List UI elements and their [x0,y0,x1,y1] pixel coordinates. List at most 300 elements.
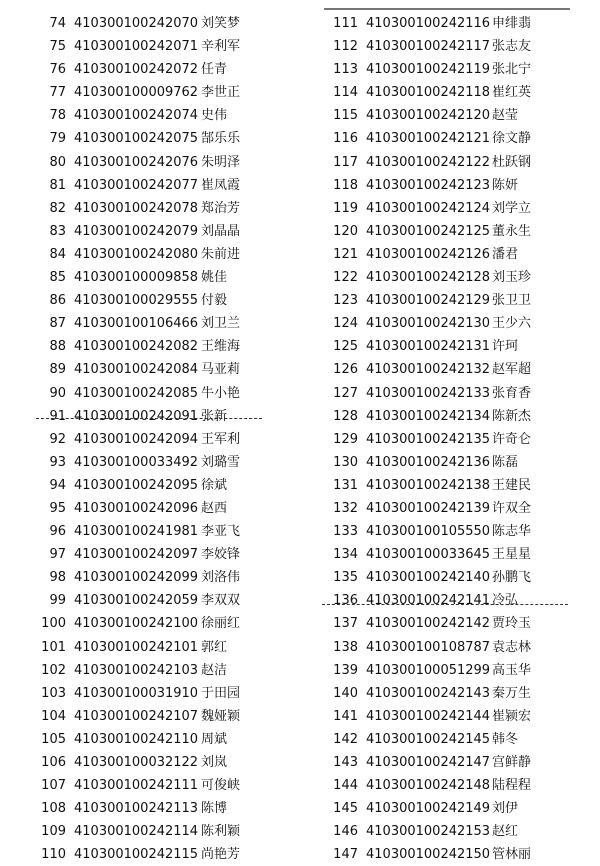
row-number: 125 [333,339,358,355]
student-name: 宫鲜静 [492,755,532,770]
row-number: 140 [333,685,358,701]
row-number: 122 [333,270,358,286]
student-name: 管林丽 [492,847,532,863]
row-number: 93 [49,454,66,470]
student-id: 410300100242126 [366,246,491,262]
student-id: 410300100242145 [366,731,491,747]
student-id: 410300100242118 [366,85,491,101]
student-name: 刘晶晶 [201,223,241,239]
table-row [38,382,260,405]
table-row [326,174,566,197]
student-name: 马亚莉 [201,362,241,378]
student-name: 陈博 [201,801,228,817]
student-id: 410300100242133 [366,385,491,401]
table-row [326,520,566,543]
student-name: 许珂 [492,339,519,355]
row-number: 127 [333,385,358,401]
row-number: 120 [333,223,358,239]
student-id: 410300100242124 [366,200,491,216]
student-id: 410300100242099 [74,570,199,586]
row-number: 78 [49,108,66,124]
table-row [326,797,566,820]
row-number: 75 [49,39,66,55]
row-number: 100 [41,616,66,632]
student-id: 410300100242117 [366,39,491,55]
student-id: 410300100242139 [366,500,491,516]
table-row [326,81,566,104]
student-id: 410300100242150 [366,847,491,863]
table-row [38,728,260,751]
student-id: 410300100242128 [366,270,491,286]
student-name: 陈志华 [492,524,532,540]
table-row [38,520,260,543]
student-name: 刘学立 [492,200,532,216]
student-id: 410300100242059 [74,593,199,609]
row-number: 76 [49,62,66,78]
student-id: 410300100242079 [74,223,199,239]
student-name: 赵西 [201,500,228,516]
student-id: 410300100242074 [74,108,199,124]
row-number: 141 [333,708,358,724]
student-name: 崔红英 [492,85,532,101]
student-id: 410300100242122 [366,154,491,170]
row-number: 86 [49,293,66,309]
table-row [326,682,566,705]
row-number: 116 [333,131,358,147]
row-number: 98 [49,570,66,586]
row-number: 113 [333,62,358,78]
student-name: 徐文静 [492,131,532,147]
table-row [326,474,566,497]
row-number: 123 [333,293,358,309]
row-number: 105 [41,731,66,747]
student-id: 410300100242107 [74,708,199,724]
student-name: 冷弘 [492,593,519,609]
student-name: 刘璐雪 [201,454,241,470]
student-id: 410300100242143 [366,685,491,701]
row-number: 106 [41,755,66,770]
row-number: 119 [333,200,358,216]
student-id: 410300100242134 [366,408,491,424]
table-row [326,151,566,174]
row-number: 91 [49,408,66,424]
row-number: 110 [41,847,66,863]
student-name: 陈妍 [492,177,519,193]
row-number: 89 [49,362,66,378]
student-id: 410300100106466 [74,316,199,332]
student-id: 410300100242142 [366,616,491,632]
row-number: 144 [333,778,358,794]
table-row [38,58,260,81]
student-name: 陈新杰 [492,408,532,424]
table-row [326,451,566,474]
row-number: 80 [49,154,66,170]
student-name: 周斌 [201,731,228,747]
table-row [326,820,566,843]
table-row [38,566,260,589]
row-number: 85 [49,270,66,286]
student-name: 许双全 [492,500,532,516]
student-id: 410300100105550 [366,524,491,540]
student-name: 徐斌 [201,477,228,493]
student-name: 孙鹏飞 [492,570,532,586]
student-id: 410300100033492 [74,454,199,470]
row-number: 92 [49,431,66,447]
table-row [38,220,260,243]
table-row [38,335,260,358]
student-name: 徐丽红 [201,616,241,632]
student-name: 魏娅颖 [201,708,241,724]
row-number: 109 [41,824,66,840]
row-number: 118 [333,177,358,193]
student-id: 410300100242114 [74,824,199,840]
table-row [38,405,260,428]
student-name: 陆程程 [492,778,532,794]
table-row [38,289,260,312]
student-id: 410300100242120 [366,108,491,124]
student-name: 刘玉珍 [492,270,532,286]
student-name: 牛小艳 [201,385,241,401]
table-row [38,243,260,266]
table-row [326,543,566,566]
row-number: 101 [41,639,66,655]
student-name: 韩冬 [492,731,519,747]
student-id: 410300100242110 [74,731,199,747]
table-row [38,312,260,335]
row-number: 77 [49,85,66,101]
student-id: 410300100031910 [74,685,199,701]
table-row [326,612,566,635]
student-id: 410300100242131 [366,339,491,355]
student-name: 李双双 [201,593,241,609]
student-name: 崔颍宏 [492,708,532,724]
student-name: 高玉华 [492,662,532,678]
student-id: 410300100242095 [74,477,199,493]
student-name: 郭红 [201,639,228,655]
row-number: 130 [333,454,358,470]
student-name: 张志友 [492,39,532,55]
student-name: 张卫卫 [492,293,532,309]
student-id: 410300100242135 [366,431,491,447]
table-row [326,243,566,266]
student-name: 尚艳芳 [201,847,241,863]
student-id: 410300100242085 [74,385,199,401]
student-name: 贾玲玉 [492,616,532,632]
table-row [38,751,260,774]
row-number: 117 [333,154,358,170]
row-number: 88 [49,339,66,355]
student-name: 张新 [201,408,228,424]
student-id: 410300100242100 [74,616,199,632]
table-row [326,382,566,405]
student-name: 姚佳 [201,270,228,286]
student-name: 张北宁 [492,62,532,78]
student-name: 史伟 [201,108,228,124]
table-row [326,405,566,428]
row-number: 138 [333,639,358,655]
student-id: 410300100032122 [74,755,199,770]
student-name: 刘笑梦 [201,16,241,31]
student-name: 任青 [201,62,228,78]
row-number: 97 [49,547,66,563]
table-row [326,35,566,58]
row-number: 112 [333,39,358,55]
student-id: 410300100242096 [74,500,199,516]
left-column [38,12,260,866]
student-id: 410300100242075 [74,131,199,147]
row-number: 74 [49,16,66,31]
table-row [326,705,566,728]
student-id: 410300100051299 [366,662,491,678]
table-row [38,589,260,612]
student-id: 410300100242141 [366,593,491,609]
student-id: 410300100029555 [74,293,199,309]
table-row [38,151,260,174]
student-id: 410300100033645 [366,547,491,563]
student-id: 410300100241981 [74,524,199,540]
student-id: 410300100242138 [366,477,491,493]
table-row [38,612,260,635]
student-name: 王维海 [201,339,241,355]
student-name: 赵军超 [492,362,532,378]
table-row [326,751,566,774]
table-row [38,358,260,381]
row-number: 81 [49,177,66,193]
table-row [38,474,260,497]
student-name: 秦万生 [492,685,532,701]
table-row [326,197,566,220]
row-number: 136 [333,593,358,609]
student-id: 410300100242153 [366,824,491,840]
table-row [38,428,260,451]
student-id: 410300100242129 [366,293,491,309]
student-name: 杜跃钢 [492,154,532,170]
student-id: 410300100242148 [366,778,491,794]
student-id: 410300100242103 [74,662,199,678]
student-id: 410300100242115 [74,847,199,863]
student-id: 410300100242125 [366,223,491,239]
group-separator-right [322,604,568,605]
table-row [38,127,260,150]
student-name: 朱前进 [201,246,241,262]
student-id: 410300100242136 [366,454,491,470]
table-row [38,636,260,659]
student-name: 陈利颖 [201,824,241,840]
student-name: 可俊峡 [201,778,241,794]
row-number: 128 [333,408,358,424]
student-id: 410300100242072 [74,62,199,78]
table-row [326,220,566,243]
row-number: 139 [333,662,358,678]
table-row [326,335,566,358]
table-row [326,358,566,381]
student-name: 张育香 [492,385,532,401]
student-id: 410300100242119 [366,62,491,78]
row-number: 133 [333,524,358,540]
row-number: 96 [49,524,66,540]
student-id: 410300100009858 [74,270,199,286]
table-row [326,566,566,589]
row-number: 111 [333,16,358,31]
row-number: 126 [333,362,358,378]
table-row [326,312,566,335]
row-number: 145 [333,801,358,817]
student-name: 陈磊 [492,454,519,470]
student-id: 410300100242144 [366,708,491,724]
table-row [38,543,260,566]
table-row [326,104,566,127]
student-id: 410300100242071 [74,39,199,55]
table-row [38,682,260,705]
row-number: 142 [333,731,358,747]
student-name: 刘卫兰 [201,316,241,332]
student-id: 410300100242111 [74,778,199,794]
student-name: 王军利 [201,431,241,447]
table-row [326,589,566,612]
table-row [326,266,566,289]
student-name: 于田园 [201,685,241,701]
student-id: 410300100242130 [366,316,491,332]
student-name: 王建民 [492,477,532,493]
student-name: 刘岚 [201,755,228,770]
student-id: 410300100242097 [74,547,199,563]
row-number: 79 [49,131,66,147]
student-id: 410300100242070 [74,16,199,31]
table-row [38,266,260,289]
row-number: 135 [333,570,358,586]
table-row [326,289,566,312]
student-id: 410300100242149 [366,801,491,817]
row-number: 99 [49,593,66,609]
student-id: 410300100242091 [74,408,199,424]
student-id: 410300100242094 [74,431,199,447]
row-number: 114 [333,85,358,101]
table-row [326,428,566,451]
row-number: 103 [41,685,66,701]
table-row [326,728,566,751]
student-id: 410300100242121 [366,131,491,147]
row-number: 146 [333,824,358,840]
table-row [326,659,566,682]
row-number: 121 [333,246,358,262]
student-name: 王星星 [492,547,532,563]
student-name: 郜乐乐 [201,131,241,147]
student-name: 刘洛伟 [201,570,241,586]
row-number: 90 [49,385,66,401]
student-id: 410300100242101 [74,639,199,655]
row-number: 83 [49,223,66,239]
table-row [38,451,260,474]
student-name: 潘君 [492,246,519,262]
table-row [38,843,260,866]
row-number: 115 [333,108,358,124]
table-row [38,81,260,104]
table-row [38,35,260,58]
row-number: 87 [49,316,66,332]
student-id: 410300100242116 [366,16,491,31]
table-row [326,636,566,659]
row-number: 134 [333,547,358,563]
row-number: 102 [41,662,66,678]
student-name: 朱明泽 [201,154,241,170]
row-number: 137 [333,616,358,632]
student-id: 410300100009762 [74,85,199,101]
table-row [38,104,260,127]
row-number: 147 [333,847,358,863]
table-row [38,774,260,797]
student-id: 410300100242080 [74,246,199,262]
student-name: 郑治芳 [201,200,241,216]
table-row [326,843,566,866]
row-number: 95 [49,500,66,516]
student-id: 410300100108787 [366,639,491,655]
row-number: 82 [49,200,66,216]
student-name: 刘伊 [492,801,519,817]
student-id: 410300100242132 [366,362,491,378]
table-row [38,797,260,820]
row-number: 143 [333,755,358,770]
table-row [38,705,260,728]
student-name: 王少六 [492,316,532,332]
table-row [326,58,566,81]
student-id: 410300100242076 [74,154,199,170]
student-name: 崔凤霞 [201,177,241,193]
right-column [326,12,566,866]
row-number: 132 [333,500,358,516]
row-number: 107 [41,778,66,794]
table-row [326,127,566,150]
table-row [326,774,566,797]
student-id: 410300100242078 [74,200,199,216]
table-row [38,659,260,682]
row-number: 84 [49,246,66,262]
student-name: 许奇仑 [492,431,532,447]
student-name: 申绯翡 [492,16,532,31]
row-number: 124 [333,316,358,332]
table-row [38,497,260,520]
student-name: 辛利军 [201,39,241,55]
student-id: 410300100242140 [366,570,491,586]
group-separator-left [36,418,262,419]
table-row [38,12,260,35]
student-id: 410300100242147 [366,755,491,770]
table-row [38,197,260,220]
table-row [38,174,260,197]
student-name: 李姣锋 [201,547,241,563]
student-name: 赵莹 [492,108,519,124]
row-number: 131 [333,477,358,493]
row-number: 104 [41,708,66,724]
student-id: 410300100242123 [366,177,491,193]
row-number: 94 [49,477,66,493]
row-number: 129 [333,431,358,447]
student-id: 410300100242084 [74,362,199,378]
table-row [326,12,566,35]
row-number: 108 [41,801,66,817]
top-border-line [324,8,570,10]
student-name: 赵洁 [201,662,228,678]
table-row [326,497,566,520]
table-row [38,820,260,843]
student-name: 李亚飞 [201,524,241,540]
student-name: 袁志林 [492,639,532,655]
student-name: 付毅 [201,293,228,309]
student-id: 410300100242113 [74,801,199,817]
student-name: 赵红 [492,824,519,840]
student-id: 410300100242077 [74,177,199,193]
student-name: 董永生 [492,223,532,239]
student-name: 李世正 [201,85,241,101]
